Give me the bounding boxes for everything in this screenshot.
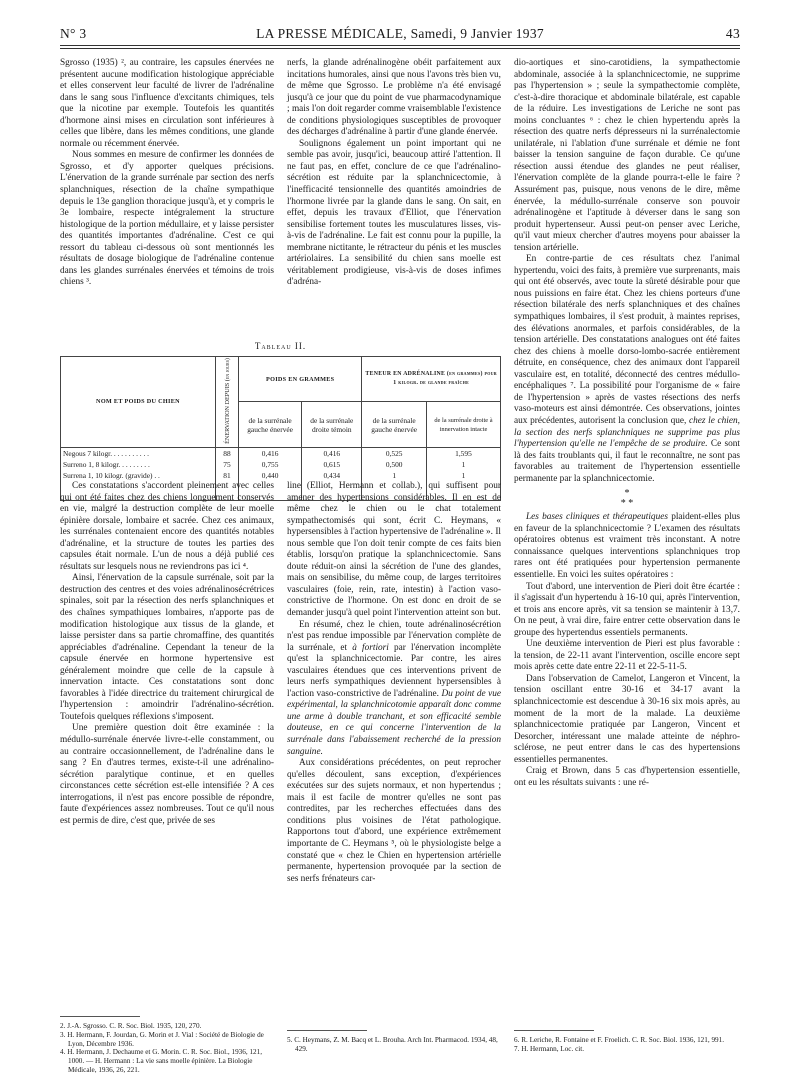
subheader-cell: de la surrénale gauche énervée — [362, 402, 427, 447]
paragraph: Tout d'abord, une intervention de Pieri doit être écartée : il s'agissait d'un hypertendu à 16-10 qui, après l'intervention, et trois ans encore après, vit sa tension se maintenir à 13,7. On ne peut, à vrai dire, faire entrer cette observation dans le groupe des hypertendus essentiels permanents. — [514, 581, 740, 638]
footnote-rule — [287, 1030, 367, 1031]
journal-title: LA PRESSE MÉDICALE, Samedi, 9 Janvier 1937 — [256, 26, 544, 41]
row-days: 81 — [216, 470, 239, 501]
italic-span: Les bases cliniques et thérapeutiques — [526, 512, 668, 523]
row-adr-right: 1 — [426, 459, 500, 470]
text-span: En résumé, chez le chien, toute adrénalinosécrétion n'est pas rendue impossible par l'énervation complète de la surrénale, et — [287, 619, 501, 653]
row-weight-left: 0,440 — [239, 470, 302, 501]
days-label: ÉNERVATION DEPUIS (en jours) — [223, 358, 231, 444]
italic-span: chez le chien, la section des nerfs splanchniques ne supprime pas plus l'hypertension qu'elle ne l'empêche de se produire. — [514, 415, 740, 450]
table-header-days — [216, 357, 239, 448]
page-number: 43 — [725, 26, 740, 41]
section-separator: * * * — [620, 488, 634, 510]
text-span: En contre-partie de ces résultats chez l'animal hypertendu, voici des faits, à première vue surprenants, mais qui ont été observés, avec toute la sûreté désirable pour que nous puissions en faire état. Chez les chiens porteurs d'une résection bilatérale des nerfs splanchniques et des chaînes sympathiques lombaires, il s'est produit, à maintes reprises, des élévations anormales, et parfois considérables, de la tension artérielle. Des constatations analogues ont été faites chez des chiens à moelle dorso-lombo-sacrée entièrement détruite, en conséquence, chez des animaux dont l'appareil vasculaire est, en totalité, déconnecté des centres médullo-encéphaliques ⁷. La possibilité pour l'organisme de « faire de l'hypertension » après de vastes résections des nerfs vaso-moteurs est ainsi démontrée. Ces observations, jointes aux précédentes, autorisent la conclusion que, — [514, 254, 740, 426]
paragraph: nerfs, la glande adrénalinogène obéit parfaitement aux incitations humorales, ainsi que nous l'avons très bien vu, de même que Sgrosso. Le problème n'a été envisagé jusqu'à ce jour que du point de vue pharmacodynamique ; mais l'on doit regarder comme vraisemblable l'existence de conditions physiologiques susceptibles de provoquer des décharges d'adrénaline à partir d'une glande énervée. — [287, 58, 501, 138]
row-adr-left: 1 — [362, 470, 427, 501]
row-weight-left: 0,416 — [239, 447, 302, 459]
paragraph: Ainsi, l'énervation de la capsule surrénale, soit par la destruction des centres et des voies adrénalinosécrétrices spinales, soit par la résection des nerfs splanchniques et des chaînes sympathiques lombaires, n'apporte pas de modification histologique aux tissus de la glande, et laisse persister dans sa partie chromaffine, des quantités appréciables d'adrénaline. Cependant la teneur de la capsule énervée en hormone hypertensive est généralement moindre que celle de la capsule à innervation intacte. Ces constatations sont donc favorables à l'idée directrice du traitement chirurgical de l'hypertension : amoindrir l'adrénalino-sécrétion. Toutefois quelques réflexions s'imposent. — [60, 573, 274, 722]
paragraph: Aux considérations précédentes, on peut reprocher qu'elles découlent, sans exception, d'expériences exécutées sur des sujets normaux, et non hypertendus ; mais il est facile de montrer qu'elles ne sont pas contredites, par les recherches effectuées dans des conditions plus voisines de l'état pathologique. Rapportons tout d'abord, une expérience extrêmement importante de C. Heymans ⁵, où le physiologiste belge a constaté que « chez le Chien en hypertension artérielle permanente, hypertension provoquée par la section de ses nerfs frénateurs car- — [287, 758, 501, 884]
footnotes-col-2 — [287, 1036, 501, 1054]
row-adr-left: 0,525 — [362, 447, 427, 459]
column-2-bottom — [287, 481, 501, 885]
text-span: par l'énervation incomplète qu'est la splanchnicectomie. Par contre, les aires vasculaires étendues que ces interventions privent de leurs nerfs sympathiques deviennent hypersensibles à l'action vaso-constrictive de l'adrénaline. — [287, 642, 501, 699]
row-name: Surreno 1, 8 kilogr. . . . . . . . . — [61, 459, 216, 470]
column-3 — [514, 58, 740, 789]
row-adr-left: 0,500 — [362, 459, 427, 470]
subheader-cell: de la surrénale droite témoin — [302, 402, 362, 447]
row-name: Negous 7 kilogr. . . . . . . . . . . — [61, 447, 216, 459]
paragraph — [514, 512, 740, 581]
paragraph: Dans l'observation de Camelot, Langeron et Vincent, la tension oscillant entre 30-16 et 34-17 avant la splanchnicectomie est descendue à 30-16 six mois après, au moment de la mort de la malade. La deuxième splanchnicectomie pratiquée par Langeron, Vincent et Desorcher, intéressant une malade atteinte de néphro-sclérose, ne peut entrer dans le cas des hypertensions essentielles permanentes. — [514, 673, 740, 765]
table-row — [61, 447, 501, 459]
paragraph: Nous sommes en mesure de confirmer les données de Sgrosso, et d'y apporter quelques précisions. L'énervation de la grande surrénale par section des nerfs splanchniques, résection de la chaîne sympathique depuis le 13e ganglion thoracique jusqu'à, et y compris le 3e lombaire, respecte intégralement la structure histologique de la portion médullaire, et y laisse persister des quantités importantes d'adrénaline. C'est ce qui ressort du tableau ci-dessous où sont mentionnés les résultats de dosage biologique de l'adrénaline contenue dans les glandes surrénales énervées et témoins de trois chiens ³. — [60, 150, 274, 288]
footnote: 6. R. Leriche, R. Fontaine et F. Froelich. C. R. Soc. Biol. 1936, 121, 991. — [514, 1036, 725, 1044]
header-rule — [60, 45, 740, 46]
footnote: 3. H. Hermann, F. Jourdan, G. Morin et J. Vial : Société de Biologie de Lyon, Décembre 1936. — [60, 1030, 264, 1048]
paragraph: dio-aortiques et sino-carotidiens, la sympathectomie abdominale, associée à la splanchnicectomie, ne supprime pas l'hypertension » ; seule la sympathectomie complète, c'est-à-dire thoracique et abdominale bilatérale, est capable de la réduire. Les investigations de Leriche ne sont pas moins concluantes ⁶ : chez le chien hypertendu après la résection des quatre nerfs dépresseurs ni la surrénalectomie unilatérale, ni l'ablation d'une surrénale et démie ne font baisser la tension sanguine de façon durable. Ce qu'une résection aussi étendue des glandes ne peut réaliser, l'énervation complète de la glande pourra-t-elle le faire ? Assurément pas, puisque, nous venons de le dire, même énervée, la médullo-surrénale conserve son pouvoir adrénalinogène et l'aptitude à déverser dans le sang son produit hypertenseur. Aussi peut-on penser avec Leriche, qu'il vaut mieux chercher d'autres moyens pour abaisser la tension artérielle. — [514, 58, 740, 253]
paragraph: Craig et Brown, dans 5 cas d'hypertension essentielle, ont eu les résultats suivants : une ré- — [514, 766, 740, 788]
row-days: 88 — [216, 447, 239, 459]
data-table — [60, 356, 501, 501]
row-weight-right: 0,615 — [302, 459, 362, 470]
paragraph: Soulignons également un point important qui ne semble pas avoir, jusqu'ici, beaucoup attiré l'attention. Il ne faut pas, en effet, conclure de ce que l'adrénalino-sécrétion est réduite par la splanchnicectomie, à l'inefficacité tensionnelle des quantités amoindries de l'hormone livrée par la glande dans le sang. On sait, en effet, depuis les travaux d'Elliot, que l'énervation sensibilise fortement toutes les musculatures lisses, vis-à-vis de l'adrénaline. Le fait est connu pour la pupille, la membrane nictitante, le rétracteur du pénis et les muscles artériolaires. La sensibilité du chien sans moelle est véritablement prodigieuse, vis-à-vis de doses infimes d'adréna- — [287, 138, 501, 288]
paragraph: Une deuxième intervention de Pieri est plus favorable : la tension, de 22-11 avant l'intervention, oscille encore sept mois après cette date entre 22-11 et 22-5-11-5. — [514, 639, 740, 673]
text-span: Ce sont là des faits troublants qui, il faut le reconnaître, ne sont pas favorables au traitement de l'hypertension essentielle permanente par la splanchnicectomie. — [514, 439, 740, 484]
paragraph: Ces constatations s'accordent pleinement avec celles qui ont été faites chez des chiens longuement conservés en vie, malgré la destruction complète de leur moelle épinière dorsale, lombaire et sacrée. Chez ces animaux, les surrénales contenaient encore des quantités notables d'adrénaline, et la structure de toutes les parties des capsules était normale. L'un de nous a déjà publié ces résultats sur lesquels nous ne reviendrons pas ici ⁴. — [60, 481, 274, 572]
row-weight-left: 0,755 — [239, 459, 302, 470]
paragraph: Une première question doit être examinée : la médullo-surrénale énervée livre-t-elle constamment, ou au contraire occasionnellement, de l'adrénaline dans le sang ? En d'autres termes, existe-t-il une adrénalino-sécrétion paralytique continue, et en quelles circonstances cette sécrétion est-elle intensifiée ? A ces interrogations, il n'est pas encore possible de répondre, faute d'expériences assez nombreuses. Tout ce qu'il nous est permis de dire, c'est que, privée de ses — [60, 723, 274, 826]
table-header-name: NOM ET POIDS DU CHIEN — [61, 357, 216, 448]
row-adr-right: 1 — [426, 470, 500, 501]
italic-span: à fortiori — [352, 642, 389, 653]
page-header — [60, 26, 740, 46]
subheader-cell: de la surrénale droite à innervation intacte — [426, 402, 500, 447]
row-name: Surrena 1, 10 kilogr. (gravide) . . — [61, 470, 216, 501]
issue-number: N° 3 — [60, 26, 87, 41]
footnote: 5. C. Heymans, Z. M. Bacq et L. Brouha. Arch Int. Pharmacod. 1934, 48, 429. — [287, 1036, 498, 1053]
header-rule-2 — [60, 48, 740, 49]
table-header-weight: POIDS EN GRAMMES — [239, 357, 362, 402]
italic-span: Du point de vue expérimental, la splanchnicotomie apparaît donc comme une arme à double tranchant, et son efficacité semble douteuse, en ce qui concerne l'intervention de la surrénale dans l'abaissement recherché de la pression sanguine. — [287, 688, 501, 757]
paragraph — [287, 620, 501, 759]
paragraph: line (Elliot, Hermann et collab.), qui suffisent pour amener des hypertensions considérables. Il en est de même chez le chien ou le chat totalement sympathectomisés qui sont, écrit C. Heymans, « hypersensibles à l'action hypertensive de l'adrénaline ». Il nous semble que l'on doit tenir compte de ces faits bien établis, lorsqu'on pratique la splanchnicectomie. Sans doute réduit-on ainsi la sécrétion de l'une des glandes, mais on sensibilise, du même coup, de larges territoires vasculaires (foie, rein, rate, intestin) à l'action vaso-constrictive de l'hormone. On est donc en droit de se demander jusqu'à quel point l'intervention atteint son but. — [287, 481, 502, 619]
table-row — [61, 459, 501, 470]
text-span: plaident-elles plus en faveur de la splanchnicectomie ? L'examen des résultats opératoires obtenus est vraiment très inconstant. A notre connaissance quelques interventions splanchniques trop rares ont été pratiquées pour hypertension permanente essentielle. En voici les suites opératoires : — [514, 512, 740, 580]
table-title: Tableau II. — [254, 341, 307, 351]
row-weight-right: 0,416 — [302, 447, 362, 459]
table-header-row — [61, 357, 501, 402]
table-header-adrenaline: TENEUR EN ADRÉNALINE (en grammes) pour 1 kilogr. de glande fraîche — [362, 357, 501, 402]
footnote-rule — [514, 1030, 594, 1031]
column-2-top — [287, 58, 501, 289]
footnote: 2. J.-A. Sgrosso. C. R. Soc. Biol. 1935, 120, 270. — [60, 1022, 202, 1030]
footnotes-col-1 — [60, 1022, 274, 1075]
footnote-rule — [60, 1016, 140, 1017]
footnote: 7. H. Hermann, Loc. cit. — [514, 1044, 585, 1053]
subheader-cell: de la surrénale gauche énervée — [239, 402, 302, 447]
paragraph: Sgrosso (1935) ², au contraire, les capsules énervées ne présentent aucune modification histologique appréciable et elles conservent leur faculté de livrer de l'adrénaline dans le sang sous l'influence d'excitants chimiques, tels que la nicotine par exemple. Toutefois les quantités d'hormone ainsi mises en circulation sont inférieures à celles que libère, dans les mêmes conditions, une glande normale ou récemment énervée. — [60, 58, 274, 149]
column-1-bottom — [60, 481, 274, 827]
paragraph — [514, 254, 740, 485]
footnotes-col-3 — [514, 1036, 740, 1054]
footnote: 4. H. Hermann, J. Dechaume et G. Morin. C. R. Soc. Biol., 1936, 121, 1000. — H. Hermann : La vie sans moelle épinière. La Biologie Médicale, 1936, 26, 221. — [60, 1048, 263, 1074]
row-weight-right: 0,434 — [302, 470, 362, 501]
column-1-top — [60, 58, 274, 289]
row-adr-right: 1,595 — [426, 447, 500, 459]
row-days: 75 — [216, 459, 239, 470]
